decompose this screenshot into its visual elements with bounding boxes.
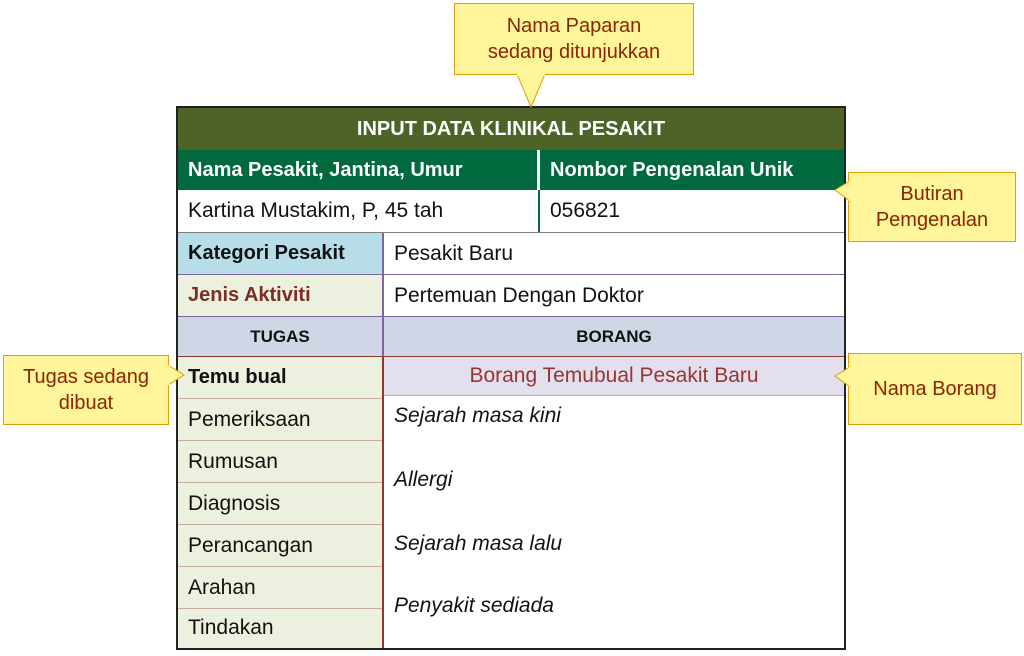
category-value: Pesakit Baru xyxy=(394,241,514,265)
task-item-tindakan[interactable]: Tindakan xyxy=(188,616,274,639)
task-item-temu-bual[interactable]: Temu bual xyxy=(178,357,382,399)
activity-row xyxy=(178,274,844,316)
task-item-diagnosis[interactable]: Diagnosis xyxy=(178,483,382,525)
id-value: 056821 xyxy=(550,199,621,222)
identification-callout-line2: Pemgenalan xyxy=(875,209,989,231)
task-item-perancangan[interactable]: Perancangan xyxy=(178,525,382,567)
task-form-header-row xyxy=(178,316,844,356)
callout-pointer xyxy=(835,354,855,426)
activity-label: Jenis Aktiviti xyxy=(178,275,384,316)
task-item-pemeriksaan[interactable]: Pemeriksaan xyxy=(178,399,382,441)
identification-header-row xyxy=(178,150,844,190)
form-name-callout xyxy=(848,353,1022,425)
category-label: Kategori Pesakit xyxy=(178,233,384,274)
screen-name-callout-line2: sedang ditunjukkan xyxy=(487,41,661,63)
clinical-data-table xyxy=(176,106,846,650)
current-task-callout-line2: dibuat xyxy=(58,392,114,414)
identification-value-row xyxy=(178,190,844,232)
task-item-arahan[interactable]: Arahan xyxy=(178,567,382,609)
task-item-rumusan[interactable]: Rumusan xyxy=(178,441,382,483)
callout-pointer xyxy=(835,173,855,243)
task-list xyxy=(178,356,384,648)
callout-pointer xyxy=(168,356,188,426)
history-item-past[interactable]: Sejarah masa lalu xyxy=(394,532,563,555)
activity-value: Pertemuan Dengan Doktor xyxy=(394,283,644,307)
tasks-header: TUGAS xyxy=(178,317,384,356)
form-title: Borang Temubual Pesakit Baru xyxy=(384,356,844,396)
id-header: Nombor Pengenalan Unik xyxy=(540,150,844,190)
category-row xyxy=(178,232,844,274)
form-header: BORANG xyxy=(576,326,652,346)
identification-callout-line1: Butiran xyxy=(900,183,964,205)
screen-name-callout xyxy=(454,3,694,75)
callout-pointer xyxy=(455,4,695,114)
history-item-allergy[interactable]: Allergi xyxy=(394,468,453,491)
table-title: INPUT DATA KLINIKAL PESAKIT xyxy=(178,108,844,150)
history-item-existing-disease[interactable]: Penyakit sediada xyxy=(394,594,554,617)
current-task-callout xyxy=(3,355,169,425)
current-task-callout-line1: Tugas sedang xyxy=(22,366,149,388)
patient-value: Kartina Mustakim, P, 45 tah xyxy=(178,190,540,232)
screen-name-callout-line1: Nama Paparan xyxy=(506,15,642,37)
identification-callout xyxy=(848,172,1016,242)
form-name-callout-label: Nama Borang xyxy=(873,378,997,400)
patient-header: Nama Pesakit, Jantina, Umur xyxy=(178,150,540,190)
history-item-current[interactable]: Sejarah masa kini xyxy=(394,404,561,427)
